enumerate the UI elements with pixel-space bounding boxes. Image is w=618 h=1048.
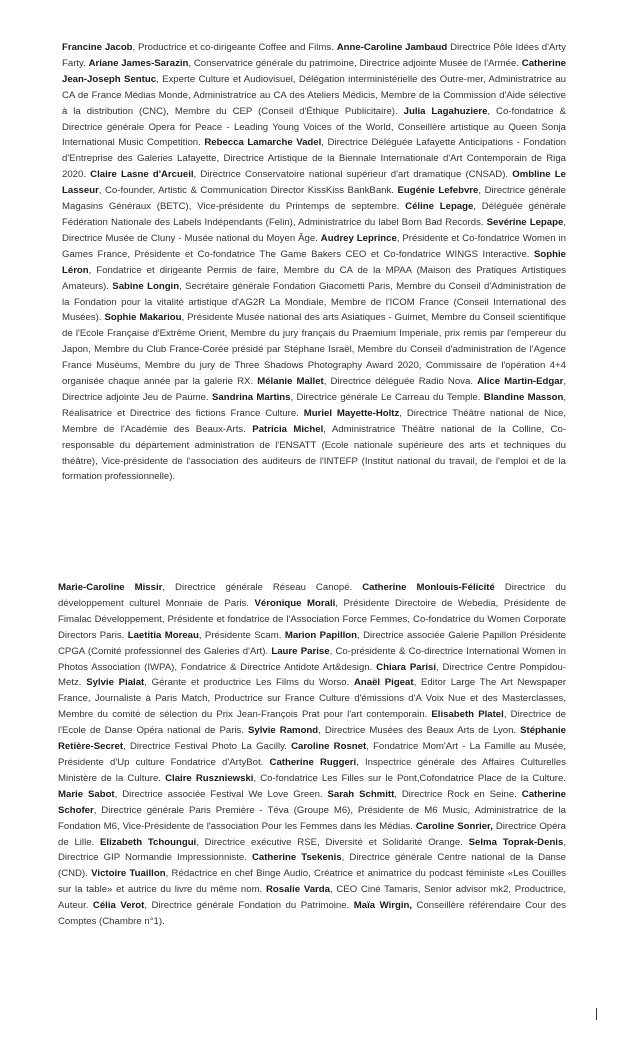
- member-name: Marie-Caroline Missir: [58, 582, 163, 593]
- member-description: Directrice du développement culturel Monnaie de Paris.: [58, 582, 566, 609]
- member-name: Marie Sabot: [58, 788, 115, 800]
- member-name: Elisabeth Platel: [431, 709, 504, 721]
- member-description: , Directrice générale Centre national de la Danse (CND).: [58, 852, 566, 880]
- member-description: , Directrice Centre Pompidou-Metz.: [58, 661, 566, 689]
- member-description: , Directrice Théâtre national de Nice, Membre de l'Académie des Beaux-Arts.: [62, 407, 566, 435]
- member-name: Sabine Longin: [112, 280, 180, 292]
- member-description: , Co-fondatrice & Directrice générale Opera for Peace - Leading Young Voices of the World, Conseillère artistique au Queen Sonja International Music Competition.: [62, 105, 566, 149]
- member-description: , Directrice associée Festival We Love Green.: [114, 788, 323, 800]
- member-description: , Directrice générale Paris Première - Téva (Groupe M6), Présidente de M6 Music, Administratrice de la Fondation M6, Vice-Présidente de l'association Pour les Femmes dans les Médias.: [58, 804, 566, 832]
- member-description: , Directrice Musée de Cluny - Musée national du Moyen Âge.: [62, 216, 566, 244]
- member-name: Maïa Wirgin,: [353, 900, 413, 912]
- member-name: Patricia Michel: [252, 423, 324, 435]
- member-description: , Inspectrice générale des Affaires Culturelles Ministère de la Culture.: [58, 756, 566, 784]
- member-description: , Directrice GIP Normandie Impressionniste.: [58, 836, 566, 864]
- member-description: , Fondatrice et dirigeante Permis de faire, Membre du CA de la MPAA (Maison des Pratiques Artistiques Amateurs).: [62, 264, 566, 292]
- member-name: Sevérine Lepape: [486, 216, 564, 228]
- member-description: , Directrice générale Magasins Généraux (BETC), Vice-présidente du Printemps de septembre.: [62, 185, 566, 213]
- member-description: , Co-fondatrice Les Filles sur le Pont,Cofondatrice Place de la Culture.: [253, 772, 566, 784]
- member-name: Mélanie Mallet: [257, 376, 324, 388]
- member-name: Muriel Mayette-Holtz: [303, 407, 400, 419]
- member-name: Catherine Jean-Joseph Sentuc: [62, 57, 567, 85]
- member-description: , Présidente et Co-fondatrice Women in Games France, Présidente et Co-fondatrice The Game Bakers CEO et Co-fondatrice WINGS Interactive.: [62, 232, 567, 260]
- member-name: Sylvie Pialat: [86, 677, 145, 689]
- member-name: Francine Jacob: [62, 42, 133, 53]
- member-description: , CEO Ciné Tamaris, Senior advisor mk2, Productrice, Auteur.: [58, 884, 566, 912]
- members-paragraph-1: [62, 40, 566, 485]
- member-description: , Directrice générale Le Carreau du Temple.: [290, 391, 481, 403]
- member-description: , Déléguée générale Fédération Nationale des Labels Indépendants (Felin), Administratrice du label Born Bad Records.: [62, 201, 567, 228]
- member-description: , Directrice Musées des Beaux Arts de Lyon.: [318, 725, 517, 737]
- members-paragraph-2: [58, 580, 566, 930]
- member-name: Claire Ruszniewski: [165, 772, 254, 784]
- member-name: Sarah Schmitt: [327, 788, 395, 800]
- member-description: , Fondatrice Mom'Art - La Famille au Musée, Présidente d'Up culture Fondatrice d'ArtyBot.: [58, 741, 566, 768]
- member-name: Caroline Sonrier,: [415, 820, 493, 832]
- member-name: Audrey Leprince: [320, 232, 397, 244]
- member-name: Caroline Rosnet: [291, 741, 367, 753]
- member-name: Ombline Le Lasseur: [62, 169, 566, 197]
- member-name: Rebecca Lamarche Vadel: [204, 137, 322, 149]
- member-description: , Secrétaire générale Fondation Giacometti Paris, Membre du Conseil d'Administration de la Fondation pour la vitalité artistique d'AG2R La Mondiale, Membre de l'ICOM France (Conseil International des Musées).: [62, 280, 567, 324]
- member-description: , Co-présidente & Co-directrice International Women in Photos Association (IWPA), Fondatrice & Directrice Antidote Art&design.: [58, 645, 566, 673]
- member-name: Elizabeth Tchoungui: [100, 836, 197, 848]
- member-description: , Directrice de l'Ecole de Danse Opéra national de Paris.: [58, 709, 566, 737]
- member-name: Marion Papillon: [284, 629, 357, 641]
- member-name: Eugénie Lefebvre: [397, 185, 479, 197]
- member-name: Chiara Parisi: [376, 661, 437, 673]
- member-name: Sandrina Martins: [212, 391, 291, 403]
- member-name: Véronique Morali: [254, 597, 336, 609]
- member-name: Laetitia Moreau: [127, 629, 199, 641]
- member-name: Catherine Schofer: [58, 788, 567, 816]
- member-name: Sophie Makariou: [104, 312, 182, 324]
- member-description: , Présidente Musée national des arts Asiatiques - Guimet, Membre du Conseil scientifique de l'Ecole Française d'Extrême Orient, Membre du jury français du Praemium Imperiale, prix remis par l'empereur du Japon, Membre du Club France-Corée présidé par Stéphane Israël, Membre du Conseil d'administration de l'Agence France Muséums, Membre du jury de Three Shadows Photography Award 2020, Commissaire de l'opération 4+4 organisée chaque année par la galerie RX.: [62, 312, 566, 388]
- member-name: Blandine Masson: [483, 391, 564, 403]
- member-name: Célia Verot: [92, 900, 145, 912]
- member-name: Anne-Caroline Jambaud: [336, 42, 448, 53]
- member-name: Victoire Tuaillon: [91, 868, 166, 880]
- member-description: , Directrice Festival Photo La Gacilly.: [123, 741, 287, 753]
- member-description: , Directrice déléguée Radio Nova.: [323, 376, 473, 388]
- text-cursor: [596, 1008, 597, 1020]
- member-name: Alice Martin-Edgar: [477, 376, 564, 388]
- member-description: , Directrice Rock en Seine.: [394, 788, 517, 800]
- member-description: , Gérante et productrice Les Films du Worso.: [144, 677, 350, 689]
- member-description: , Rédactrice en chef Binge Audio, Créatrice et animatrice du podcast féministe «Les Couilles sur la table» et autrice du livre du même nom.: [58, 868, 567, 896]
- member-description: , Directrice associée Galerie Papillon Présidente CPGA (Comité professionnel des Galeries d'Art).: [58, 629, 567, 657]
- member-description: , Directrice générale Fondation du Patrimoine.: [144, 900, 350, 912]
- member-description: , Présidente Directoire de Webedia, Présidente de Fimalac Développement, Présidente et fondatrice de l'Association Force Femmes, Co-fondatrice du Women Corporate Directors Paris.: [58, 597, 567, 641]
- member-description: , Présidente Scam.: [198, 629, 282, 641]
- member-description: Directrice Pôle Idées d'Arty Farty.: [62, 42, 566, 69]
- member-description: , Directrice Conservatoire national supérieur d'art dramatique (CNSAD).: [193, 169, 509, 181]
- member-name: Julia Lagahuziere: [403, 105, 488, 117]
- member-description: , Administratrice Théâtre national de la Colline, Co-responsable du département administration de l'ENSATT (Ecole nationale supérieure des arts et techniques du théâtre), Vice-présidente de l'association des auditeurs de l'INTEFP (Institut national du travail, de l'emploi et de la formation professionnelle).: [62, 423, 567, 483]
- member-name: Selma Toprak-Denis: [468, 836, 564, 848]
- member-name: Sophie Léron: [62, 248, 567, 276]
- member-name: Rosalie Varda: [265, 884, 330, 896]
- member-description: Directrice Opéra de Lille.: [58, 820, 567, 848]
- member-name: Claire Lasne d'Arcueil: [90, 169, 194, 181]
- member-name: Sylvie Ramond: [248, 725, 319, 737]
- member-description: , Productrice et co-dirigeante Coffee and Films.: [132, 42, 334, 53]
- member-description: , Conservatrice générale du patrimoine, Directrice adjointe Musée de l'Armée.: [188, 57, 519, 69]
- member-description: , Directrice Déléguée Lafayette Anticipations - Fondation d'Entreprise des Galeries Lafayette, Directrice Artistique de la Biennale Internationale d'Art Contemporain de Riga 2020.: [62, 137, 566, 181]
- member-name: Catherine Tsekenis: [251, 852, 342, 864]
- member-description: , Directrice générale Réseau Canopé.: [162, 582, 353, 593]
- member-name: Anaël Pigeat: [353, 677, 414, 689]
- member-name: Catherine Ruggeri: [269, 756, 357, 768]
- member-description: Conseillère référendaire Cour des Comptes (Chambre n°1).: [58, 900, 567, 928]
- member-name: Catherine Monlouis-Félicité: [362, 582, 495, 593]
- member-description: , Directrice exécutive RSE, Diversité et Solidarité Orange.: [196, 836, 463, 848]
- member-description: , Experte Culture et Audiovisuel, Délégation interministérielle des Outre-mer, Administratrice au CA de France Médias Monde, Administratrice au CA des Ateliers Médicis, Membre de la Commission d'Aide sélective à la distribution (CNC), Membre du CEP (Conseil d'Éthique Publicitaire).: [62, 73, 566, 117]
- member-name: Ariane James-Sarazin: [88, 57, 189, 69]
- member-name: Stéphanie Retière-Secret: [58, 725, 566, 753]
- member-name: Céline Lepage: [405, 201, 474, 213]
- member-description: , Co-founder, Artistic & Communication Director KissKiss BankBank.: [98, 185, 394, 197]
- member-description: , Directrice adjointe Jeu de Paume.: [62, 376, 566, 403]
- member-description: , Editor Large The Art Newspaper France, Journaliste à Paris Match, Productrice sur France Culture d'émissions d'A Voix Nue et des Masterclasses, Membre du comité de sélection du Prix Jean-François Prat pour l'art contemporain.: [58, 677, 566, 721]
- member-description: , Réalisatrice et Directrice des fictions France Culture.: [62, 391, 566, 419]
- member-name: Laure Parise: [271, 645, 330, 657]
